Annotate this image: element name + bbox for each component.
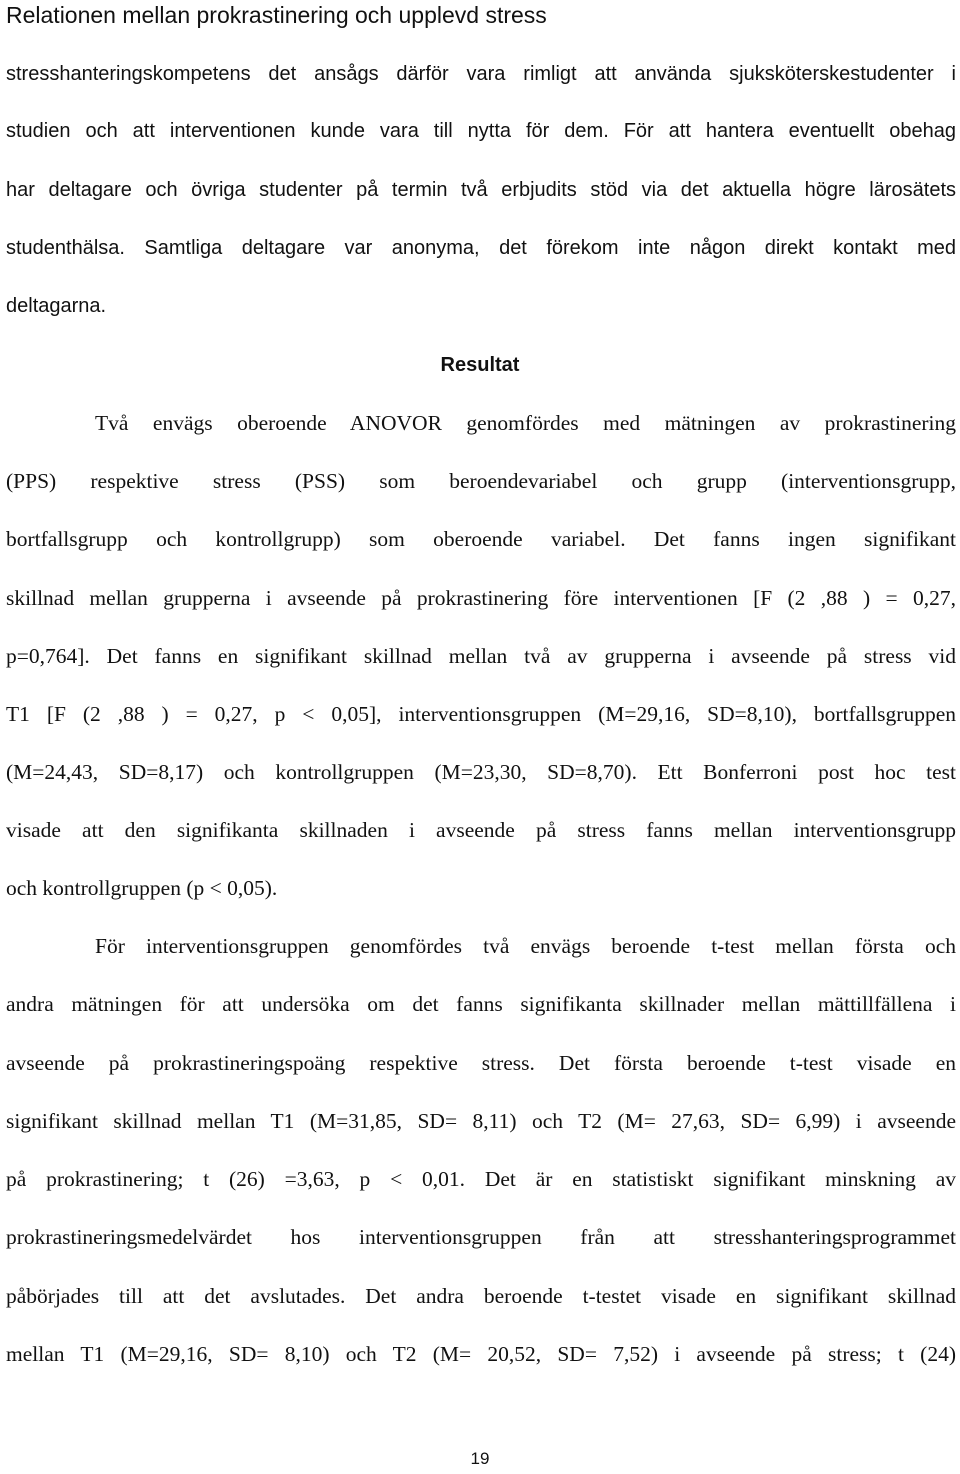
text-line: påbörjades till att det avslutades. Det andra beroende t-testet visade en signifikant skillnad — [6, 1284, 956, 1308]
text-line: på prokrastinering; t (26) =3,63, p < 0,01. Det är en statistiskt signifikant minskning av — [6, 1167, 956, 1191]
text-line: Två envägs oberoende ANOVOR genomfördes med mätningen av prokrastinering — [95, 411, 956, 435]
text-line: studenthälsa. Samtliga deltagare var anonyma, det förekom inte någon direkt kontakt med — [6, 237, 956, 259]
running-header: Relationen mellan prokrastinering och upplevd stress — [6, 2, 547, 28]
text-line: stresshanteringskompetens det ansågs därför vara rimligt att använda sjuksköterskestudenter i — [6, 63, 956, 85]
text-line: och kontrollgruppen (p < 0,05). — [6, 876, 278, 900]
text-line: mellan T1 (M=29,16, SD= 8,10) och T2 (M= 20,52, SD= 7,52) i avseende på stress; t (24) — [6, 1342, 956, 1366]
text-line: skillnad mellan grupperna i avseende på prokrastinering före interventionen [F (2 ,88 ) = 0,27, — [6, 586, 956, 610]
text-line: andra mätningen för att undersöka om det fanns signifikanta skillnader mellan mättillfällena i — [6, 992, 956, 1016]
page-number: 19 — [470, 1449, 490, 1468]
text-line: För interventionsgruppen genomfördes två envägs beroende t-test mellan första och — [95, 934, 956, 958]
text-line: har deltagare och övriga studenter på termin två erbjudits stöd via det aktuella högre lärosätets — [6, 179, 956, 201]
text-line: (M=24,43, SD=8,17) och kontrollgruppen (M=23,30, SD=8,70). Ett Bonferroni post hoc test — [6, 760, 956, 784]
text-line: signifikant skillnad mellan T1 (M=31,85, SD= 8,11) och T2 (M= 27,63, SD= 6,99) i avseende — [6, 1109, 956, 1133]
text-line: avseende på prokrastineringspoäng respektive stress. Det första beroende t-test visade en — [6, 1051, 956, 1075]
text-line: studien och att interventionen kunde vara till nytta för dem. För att hantera eventuellt obehag — [6, 120, 956, 142]
text-line: bortfallsgrupp och kontrollgrupp) som oberoende variabel. Det fanns ingen signifikant — [6, 527, 956, 551]
text-line: deltagarna. — [6, 295, 107, 317]
text-line: visade att den signifikanta skillnaden i avseende på stress fanns mellan interventionsgrupp — [6, 818, 956, 842]
text-line: prokrastineringsmedelvärdet hos interventionsgruppen från att stresshanteringsprogrammet — [6, 1225, 956, 1249]
section-heading: Resultat — [440, 354, 520, 376]
text-line: p=0,764]. Det fanns en signifikant skillnad mellan två av grupperna i avseende på stress vid — [6, 644, 956, 668]
text-line: T1 [F (2 ,88 ) = 0,27, p < 0,05], interventionsgruppen (M=29,16, SD=8,10), bortfallsgruppen — [6, 702, 956, 726]
text-line: (PPS) respektive stress (PSS) som beroendevariabel och grupp (interventionsgrupp, — [6, 469, 956, 493]
